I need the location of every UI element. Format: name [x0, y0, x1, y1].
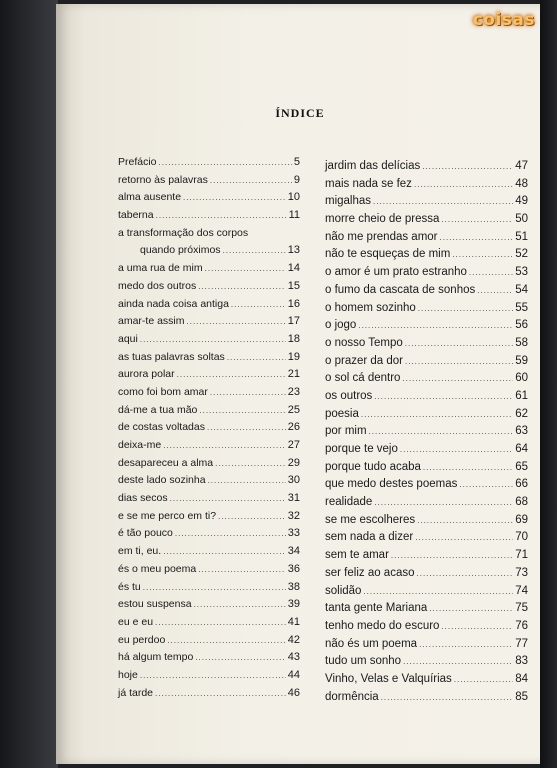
toc-leader-dots [441, 618, 513, 636]
toc-leader-dots [155, 614, 286, 632]
toc-entry-title: retorno às palavras [118, 173, 208, 186]
toc-leader-dots [469, 264, 513, 282]
toc-entry [325, 176, 528, 194]
toc-entry-page: 38 [287, 580, 300, 593]
page-edge [540, 0, 557, 768]
toc-entry-title: poesia [325, 407, 359, 420]
toc-leader-dots [223, 242, 286, 260]
toc-entry-title: desapareceu a alma [118, 456, 214, 469]
toc-leader-dots [198, 561, 286, 579]
toc-entry-title: aqui [118, 332, 138, 345]
toc-entry [118, 402, 300, 420]
toc-leader-dots [358, 317, 513, 335]
toc-entry [118, 472, 300, 490]
toc-entry [325, 600, 528, 618]
toc-leader-dots [205, 260, 286, 278]
index-column-left [118, 154, 300, 702]
toc-entry [325, 246, 528, 264]
toc-leader-dots [187, 313, 286, 331]
toc-entry [118, 419, 300, 437]
toc-entry-page: 14 [287, 262, 300, 275]
toc-entry-title: és tu [118, 580, 141, 593]
toc-entry-title: não te esqueças de mim [325, 248, 451, 261]
toc-entry-page: 44 [287, 668, 300, 681]
toc-leader-dots [405, 353, 513, 371]
toc-entry-title: não me prendas amor [325, 230, 438, 243]
toc-entry-title: Prefácio [118, 156, 157, 168]
toc-leader-dots [143, 579, 286, 597]
toc-entry-page: 21 [287, 368, 300, 381]
toc-leader-dots [422, 158, 513, 176]
toc-entry-title: que medo destes poemas [325, 478, 458, 491]
toc-entry-page: 17 [287, 315, 300, 328]
toc-entry-title: porque te vejo [325, 443, 398, 455]
toc-leader-dots [423, 459, 513, 477]
toc-entry-page: 36 [287, 562, 300, 575]
toc-entry-title: ainda nada coisa antiga [118, 297, 229, 310]
toc-entry-page: 48 [515, 177, 528, 190]
toc-entry [325, 618, 528, 636]
toc-entry [118, 596, 300, 614]
toc-entry [118, 685, 300, 703]
toc-leader-dots [374, 494, 513, 512]
book-page [56, 4, 544, 764]
toc-entry-title: porque tudo acaba [325, 460, 421, 473]
toc-entry-title: eu perdoo [118, 633, 166, 646]
toc-entry-title: sem te amar [325, 549, 389, 562]
toc-entry-page: 84 [515, 672, 528, 685]
toc-leader-dots [163, 437, 286, 455]
toc-entry-title: és o meu poema [118, 562, 197, 575]
toc-entry-page: 75 [515, 602, 528, 615]
toc-leader-dots [373, 193, 513, 211]
toc-leader-dots [415, 529, 513, 547]
toc-entry [118, 525, 300, 543]
toc-entry-title: o amor é um prato estranho [325, 266, 467, 279]
toc-entry-title: amar-te assim [118, 315, 185, 328]
toc-entry-page: 47 [515, 160, 528, 172]
toc-leader-dots [402, 370, 513, 388]
toc-entry-title: se me escolheres [325, 513, 416, 526]
toc-entry-title: tenho medo do escuro [325, 619, 440, 632]
toc-leader-dots [183, 189, 286, 207]
toc-entry [118, 490, 300, 508]
toc-leader-dots [363, 583, 513, 601]
toc-entry-page: 52 [515, 248, 528, 261]
toc-entry-title: medo dos outros [118, 279, 197, 292]
toc-leader-dots [440, 229, 514, 247]
toc-entry-page: 11 [288, 209, 300, 222]
toc-leader-dots [361, 406, 513, 424]
toc-entry-title: quando próximos [140, 244, 221, 257]
toc-entry-page: 62 [515, 407, 528, 420]
toc-entry-page: 33 [287, 527, 300, 540]
toc-entry [118, 189, 300, 207]
toc-entry-page: 50 [515, 213, 528, 226]
toc-leader-dots [199, 402, 285, 420]
index-heading: ÍNDICE [275, 106, 325, 120]
toc-leader-dots [374, 388, 513, 406]
toc-entry-page: 49 [515, 195, 528, 208]
toc-entry-title: dormência [325, 690, 379, 703]
toc-entry [325, 476, 528, 494]
toc-entry-title: os outros [325, 389, 373, 402]
toc-entry [118, 313, 300, 331]
toc-entry-title: deixa-me [118, 439, 162, 451]
toc-entry-title: jardim das delícias [325, 160, 421, 172]
toc-leader-dots [452, 246, 513, 264]
toc-leader-dots [198, 278, 286, 296]
toc-entry [325, 565, 528, 583]
toc-entry [118, 278, 300, 296]
toc-entry [118, 579, 300, 597]
toc-entry-page: 9 [293, 173, 300, 186]
toc-entry-title: por mim [325, 425, 367, 438]
toc-leader-dots [140, 667, 286, 685]
toc-leader-dots [167, 632, 285, 650]
toc-entry-page: 27 [287, 439, 300, 451]
toc-leader-dots [159, 154, 292, 172]
toc-entry-title: deste lado sozinha [118, 474, 206, 487]
toc-entry-title: solidão [325, 584, 362, 597]
toc-entry [118, 349, 300, 367]
toc-entry [118, 561, 300, 579]
toc-leader-dots [177, 366, 286, 384]
toc-entry-page: 39 [287, 598, 300, 611]
toc-entry-title: morre cheio de pressa [325, 213, 440, 226]
toc-entry-title: aurora polar [118, 368, 175, 381]
toc-entry [118, 296, 300, 314]
toc-entry [325, 264, 528, 282]
toc-entry [118, 207, 300, 225]
toc-entry [325, 653, 528, 671]
toc-leader-dots [391, 547, 513, 565]
toc-leader-dots [400, 441, 513, 459]
toc-entry-page: 69 [515, 513, 528, 526]
toc-entry-title: eu e eu [118, 615, 154, 628]
toc-entry [118, 437, 300, 455]
toc-entry [118, 455, 300, 473]
toc-entry [325, 282, 528, 300]
toc-entry [118, 366, 300, 384]
toc-entry-title: ser feliz ao acaso [325, 566, 415, 579]
toc-entry-title: estou suspensa [118, 598, 192, 611]
toc-entry [118, 632, 300, 650]
toc-entry-page: 66 [515, 478, 528, 491]
toc-entry [325, 211, 528, 229]
toc-leader-dots [369, 423, 514, 441]
toc-entry-title: Vinho, Velas e Valquírias [325, 672, 452, 685]
toc-entry-page: 65 [515, 460, 528, 473]
toc-entry [325, 193, 528, 211]
toc-entry [325, 689, 528, 707]
toc-entry [325, 529, 528, 547]
toc-entry-page: 43 [287, 651, 300, 664]
toc-entry-title: como foi bom amar [118, 385, 208, 398]
toc-leader-dots [195, 649, 285, 667]
toc-entry-title: não és um poema [325, 637, 418, 650]
toc-entry [118, 384, 300, 402]
toc-entry [118, 260, 300, 278]
toc-entry [325, 300, 528, 318]
toc-leader-dots [218, 508, 286, 526]
toc-entry-page: 71 [515, 549, 528, 562]
toc-leader-dots [477, 282, 513, 300]
toc-entry-page: 15 [287, 279, 300, 292]
toc-entry [325, 353, 528, 371]
toc-entry-page: 61 [515, 389, 528, 402]
toc-entry [325, 441, 528, 459]
index-column-right [325, 158, 528, 706]
toc-leader-dots [210, 384, 286, 402]
toc-entry-title: é tão pouco [118, 527, 173, 540]
toc-entry-page: 42 [287, 633, 300, 646]
toc-entry [325, 547, 528, 565]
toc-entry-page: 5 [293, 156, 300, 168]
toc-entry-title: o jogo [325, 319, 357, 332]
toc-entry-title: as tuas palavras soltas [118, 350, 225, 363]
toc-entry-page: 19 [287, 350, 300, 363]
toc-entry-page: 34 [287, 545, 300, 558]
toc-entry-page: 41 [287, 615, 300, 628]
toc-entry-page: 10 [287, 191, 300, 204]
toc-entry [325, 583, 528, 601]
toc-entry-page: 73 [515, 566, 528, 579]
toc-entry-title: o sol cá dentro [325, 372, 401, 385]
toc-entry-page: 18 [287, 332, 300, 345]
toc-leader-dots [155, 685, 286, 703]
toc-entry [118, 172, 300, 190]
toc-leader-dots [231, 296, 286, 314]
toc-leader-dots [381, 689, 514, 707]
toc-entry [325, 317, 528, 335]
toc-entry-page: 74 [515, 584, 528, 597]
toc-entry-page: 58 [515, 336, 528, 349]
toc-entry-page: 59 [515, 354, 528, 367]
toc-leader-dots [417, 512, 513, 530]
toc-entry [325, 335, 528, 353]
toc-entry-page: 31 [287, 492, 300, 505]
toc-entry-page: 46 [287, 686, 300, 699]
toc-entry-page: 16 [287, 297, 300, 310]
toc-entry-title: tanta gente Mariana [325, 602, 428, 615]
toc-entry-page: 83 [515, 655, 528, 668]
toc-entry [325, 229, 528, 247]
toc-entry-title: em ti, eu. [118, 545, 162, 558]
toc-entry-page: 29 [287, 456, 300, 469]
toc-entry-title: mais nada se fez [325, 177, 412, 190]
toc-entry-page: 56 [515, 319, 528, 332]
toc-entry [325, 459, 528, 477]
toc-leader-dots [170, 490, 286, 508]
toc-entry [325, 388, 528, 406]
toc-entry-page: 23 [287, 385, 300, 398]
toc-entry [118, 242, 300, 260]
toc-leader-dots [403, 653, 513, 671]
toc-entry-page: 51 [515, 230, 528, 243]
toc-entry-title: já tarde [118, 686, 154, 699]
toc-entry-page: 63 [515, 425, 528, 438]
toc-leader-dots [194, 596, 286, 614]
toc-entry-page: 76 [515, 619, 528, 632]
toc-entry-title: a transformação dos corpos [118, 226, 249, 239]
toc-entry-title: o fumo da cascata de sonhos [325, 283, 476, 296]
toc-entry-title: alma ausente [118, 191, 182, 204]
toc-entry-page: 77 [515, 637, 528, 650]
toc-leader-dots [156, 207, 287, 225]
toc-entry [118, 225, 300, 243]
toc-leader-dots [210, 172, 292, 190]
toc-entry-title: tudo um sonho [325, 655, 402, 668]
toc-entry-title: de costas voltadas [118, 421, 205, 434]
toc-entry-title: o homem sozinho [325, 301, 416, 314]
toc-entry-page: 60 [515, 372, 528, 385]
watermark-logo: coisas [472, 10, 535, 30]
toc-leader-dots [417, 565, 514, 583]
toc-entry-page: 53 [515, 266, 528, 279]
toc-entry-title: migalhas [325, 195, 372, 208]
toc-entry-page: 13 [287, 244, 300, 257]
toc-entry [325, 406, 528, 424]
toc-entry-page: 70 [515, 531, 528, 544]
toc-entry-title: o nosso Tempo [325, 336, 403, 349]
toc-entry [118, 667, 300, 685]
toc-leader-dots [175, 525, 286, 543]
toc-entry-title: e se me perco em ti? [118, 509, 217, 522]
toc-entry [118, 614, 300, 632]
toc-entry [325, 671, 528, 689]
toc-leader-dots [207, 419, 286, 437]
toc-leader-dots [208, 472, 286, 490]
book-spine [0, 0, 58, 768]
toc-entry-title: dias secos [118, 492, 168, 505]
toc-entry-page: 26 [287, 421, 300, 434]
toc-entry-title: sem nada a dizer [325, 531, 414, 544]
toc-leader-dots [227, 349, 286, 367]
toc-entry-page: 30 [287, 474, 300, 487]
toc-entry-page: 85 [515, 690, 528, 703]
toc-leader-dots [418, 300, 513, 318]
toc-entry-title: dá-me a tua mão [118, 403, 198, 416]
toc-leader-dots [405, 335, 513, 353]
toc-entry-page: 32 [287, 509, 300, 522]
toc-entry-title: há algum tempo [118, 651, 194, 664]
toc-entry [325, 158, 528, 176]
toc-entry-page: 25 [287, 403, 300, 416]
toc-leader-dots [414, 176, 513, 194]
toc-entry [325, 370, 528, 388]
toc-leader-dots [419, 636, 513, 654]
toc-entry [325, 512, 528, 530]
toc-leader-dots [454, 671, 513, 689]
toc-entry [118, 649, 300, 667]
toc-leader-dots [459, 476, 513, 494]
toc-leader-dots [441, 211, 513, 229]
toc-entry [325, 494, 528, 512]
toc-entry-title: realidade [325, 496, 373, 509]
toc-entry-title: a uma rua de mim [118, 262, 203, 275]
toc-entry [118, 543, 300, 561]
toc-entry [325, 423, 528, 441]
toc-leader-dots [140, 331, 286, 349]
toc-leader-dots [429, 600, 513, 618]
toc-leader-dots [163, 543, 286, 561]
toc-entry-title: hoje [118, 668, 138, 681]
toc-leader-dots [215, 455, 286, 473]
toc-entry [118, 154, 300, 172]
toc-entry-page: 68 [515, 496, 528, 509]
toc-entry-title: o prazer da dor [325, 354, 403, 367]
toc-entry-page: 54 [515, 283, 528, 296]
toc-entry [118, 331, 300, 349]
toc-entry-page: 55 [515, 301, 528, 314]
toc-entry [325, 636, 528, 654]
toc-entry-title: taberna [118, 209, 154, 222]
toc-entry-page: 64 [515, 443, 528, 455]
toc-entry [118, 508, 300, 526]
